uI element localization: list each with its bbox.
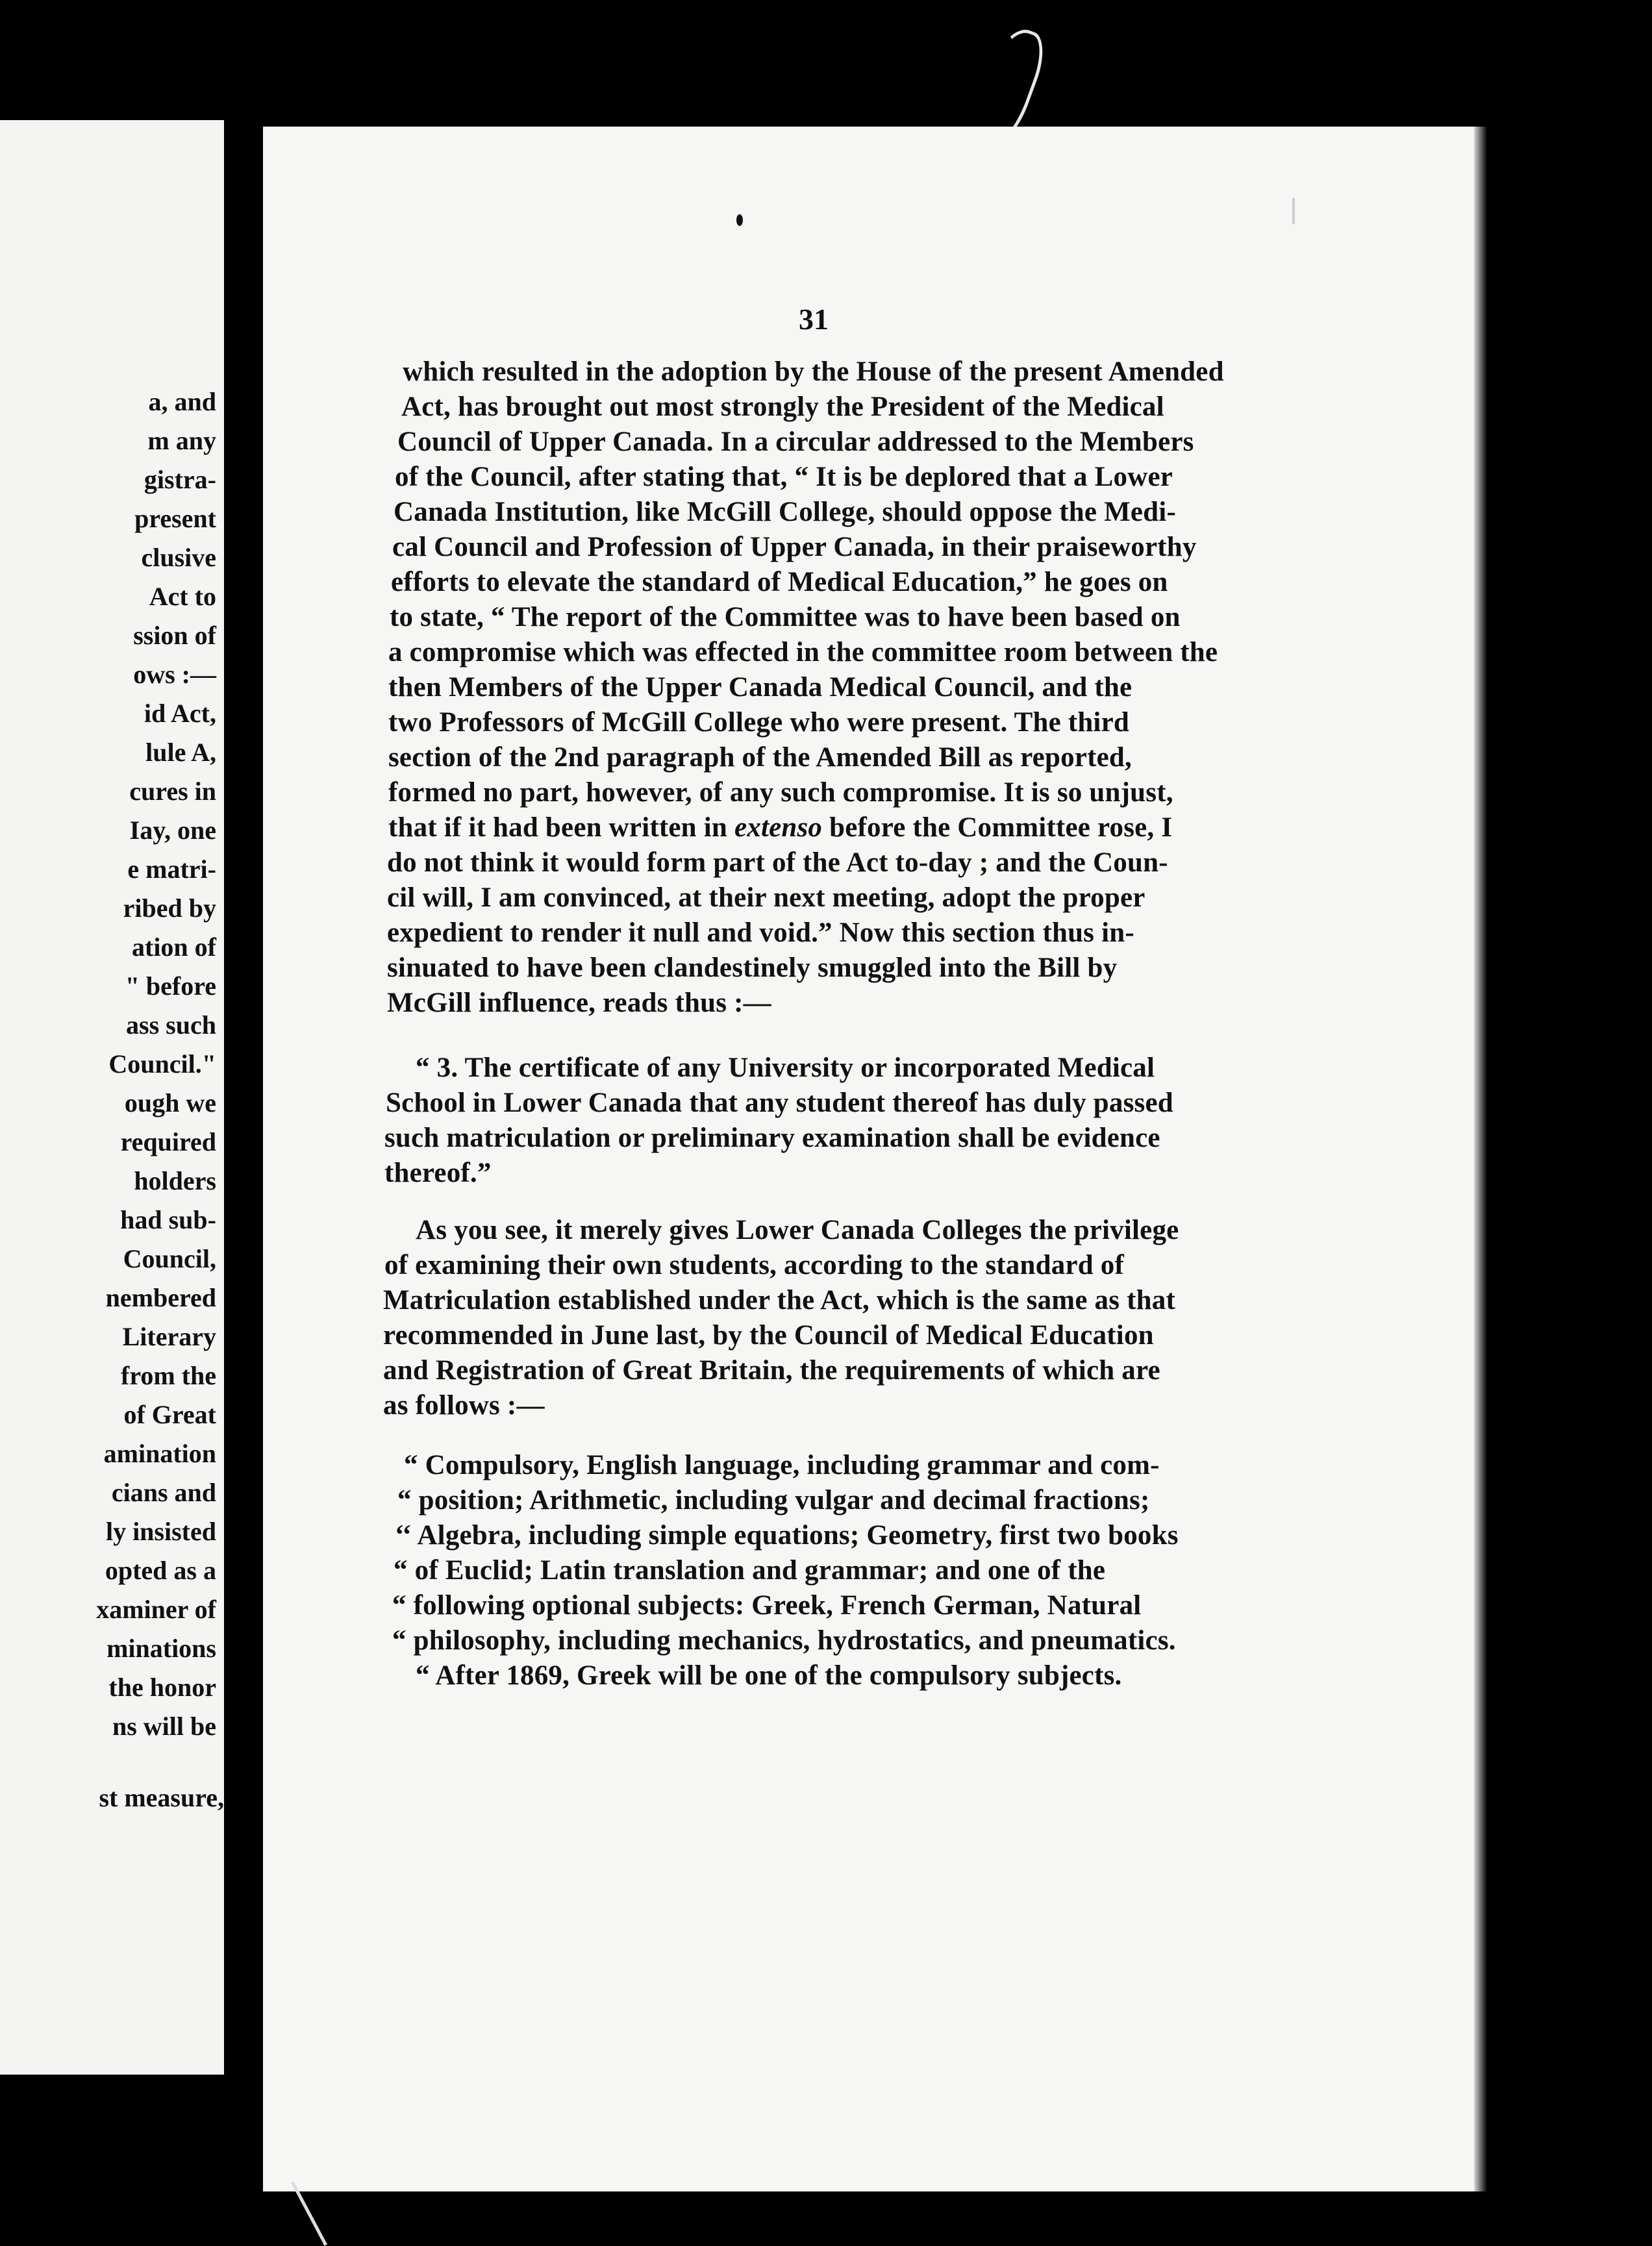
text-line: of examining their own students, according to the standard of [384, 1250, 1124, 1280]
facing-page-line: minations [106, 1634, 216, 1663]
italic-word: extenso [734, 812, 823, 843]
text-line: of the Council, after stating that, “ It is be deplored that a Lower [395, 462, 1173, 492]
facing-page-line: Iay, one [129, 816, 216, 845]
facing-page-line: Council, [123, 1244, 216, 1273]
quote-line: “ Compulsory, English language, including grammar and com- [404, 1450, 1160, 1480]
quote-line: ‘‘ Algebra, including simple equations; Geometry, first two books [395, 1520, 1179, 1551]
facing-page-line: of Great [123, 1400, 216, 1429]
facing-page-line: Council." [108, 1049, 216, 1079]
text-line: Matriculation established under the Act, which is the same as that [383, 1285, 1175, 1316]
facing-page-line: clusive [141, 543, 216, 572]
quote-line: such matriculation or preliminary examination shall be evidence [384, 1123, 1160, 1153]
text-line: recommended in June last, by the Council of Medical Education [383, 1320, 1154, 1351]
facing-page-line: a, and [148, 387, 216, 416]
facing-page-line: xaminer of [96, 1595, 216, 1624]
text-line: cal Council and Profession of Upper Canada, in their praiseworthy [392, 532, 1197, 562]
text-run: that if it had been written in [388, 812, 734, 843]
facing-page-line: cians and [111, 1478, 216, 1507]
ink-dot [736, 214, 743, 226]
facing-page-line: Literary [122, 1322, 216, 1351]
facing-page-line: the honor [108, 1673, 216, 1702]
text-line: formed no part, however, of any such compromise. It is so unjust, [388, 777, 1173, 808]
facing-page-line: ation of [132, 932, 216, 962]
quote-line: “ philosophy, including mechanics, hydrostatics, and pneumatics. [392, 1625, 1176, 1656]
facing-page-line: from the [121, 1361, 216, 1390]
quote-line: “ following optional subjects: Greek, French German, Natural [392, 1590, 1142, 1621]
facing-page-line: ns will be [112, 1712, 216, 1741]
quote-line: “ position; Arithmetic, including vulgar and decimal fractions; [397, 1485, 1150, 1516]
facing-page [0, 120, 224, 2075]
facing-page-line: amination [103, 1439, 216, 1468]
page-edge-shadow [1474, 127, 1487, 2191]
facing-page-line: ows :— [133, 660, 216, 689]
facing-page-line: had sub- [120, 1205, 216, 1234]
text-line: section of the 2nd paragraph of the Amended Bill as reported, [388, 742, 1132, 773]
text-line: expedient to render it null and void.” Now this section thus in- [387, 917, 1134, 948]
text-line: Canada Institution, like McGill College, should oppose the Medi- [394, 497, 1176, 527]
text-line: then Members of the Upper Canada Medical Council, and the [388, 672, 1133, 703]
text-line: to state, “ The report of the Committee was to have been based on [390, 602, 1181, 632]
facing-page-line: ly insisted [105, 1517, 216, 1546]
text-line: efforts to elevate the standard of Medical Education,” he goes on [391, 567, 1168, 597]
text-line: do not think it would form part of the Act to-day ; and the Coun- [387, 847, 1168, 878]
margin-mark [1292, 198, 1295, 224]
facing-page-line: st measure, [99, 1783, 224, 1812]
text-line: and Registration of Great Britain, the requirements of which are [383, 1355, 1160, 1386]
facing-page-line: holders [134, 1166, 216, 1195]
quote-line: “ After 1869, Greek will be one of the compulsory subjects. [416, 1660, 1122, 1691]
facing-page-line: Act to [149, 582, 216, 611]
facing-page-line: opted as a [105, 1556, 216, 1585]
page-gutter [224, 120, 263, 2075]
text-run: before the Committee rose, I [822, 812, 1173, 843]
facing-page-line: ough we [124, 1088, 216, 1117]
facing-page-line: m any [147, 426, 216, 455]
facing-page-line: ass such [126, 1010, 216, 1040]
text-line: as follows :— [383, 1390, 545, 1421]
facing-page-line: required [120, 1127, 216, 1156]
text-line: As you see, it merely gives Lower Canada Colleges the privilege [416, 1215, 1179, 1245]
text-line: McGill influence, reads thus :— [387, 988, 771, 1018]
facing-page-line: cures in [129, 777, 216, 806]
text-line: sinuated to have been clandestinely smuggled into the Bill by [387, 953, 1118, 983]
facing-page-line: ssion of [133, 621, 216, 650]
facing-page-line: e matri- [127, 855, 216, 884]
facing-page-line: present [134, 504, 216, 533]
text-line [388, 812, 1172, 843]
facing-page-line: " before [125, 971, 216, 1001]
text-line: cil will, I am convinced, at their next meeting, adopt the proper [387, 882, 1145, 913]
text-line: Act, has brought out most strongly the President of the Medical [401, 392, 1164, 422]
text-line: Council of Upper Canada. In a circular addressed to the Members [397, 427, 1194, 457]
text-line: which resulted in the adoption by the House of the present Amended [403, 356, 1224, 387]
quote-line: thereof.” [384, 1158, 492, 1188]
text-line: two Professors of McGill College who were present. The third [388, 707, 1129, 738]
quote-line: School in Lower Canada that any student thereof has duly passed [386, 1088, 1173, 1118]
facing-page-line: id Act, [144, 699, 216, 728]
text-line: a compromise which was effected in the committee room between the [388, 637, 1218, 668]
quote-line: “ 3. The certificate of any University or incorporated Medical [416, 1053, 1155, 1083]
facing-page-line: gistra- [144, 465, 216, 494]
page-number: 31 [799, 303, 829, 336]
facing-page-line: nembered [105, 1283, 216, 1312]
facing-page-line: ribed by [123, 893, 216, 923]
facing-page-line: lule A, [145, 738, 216, 767]
quote-line: “ of Euclid; Latin translation and grammar; and one of the [394, 1555, 1106, 1586]
